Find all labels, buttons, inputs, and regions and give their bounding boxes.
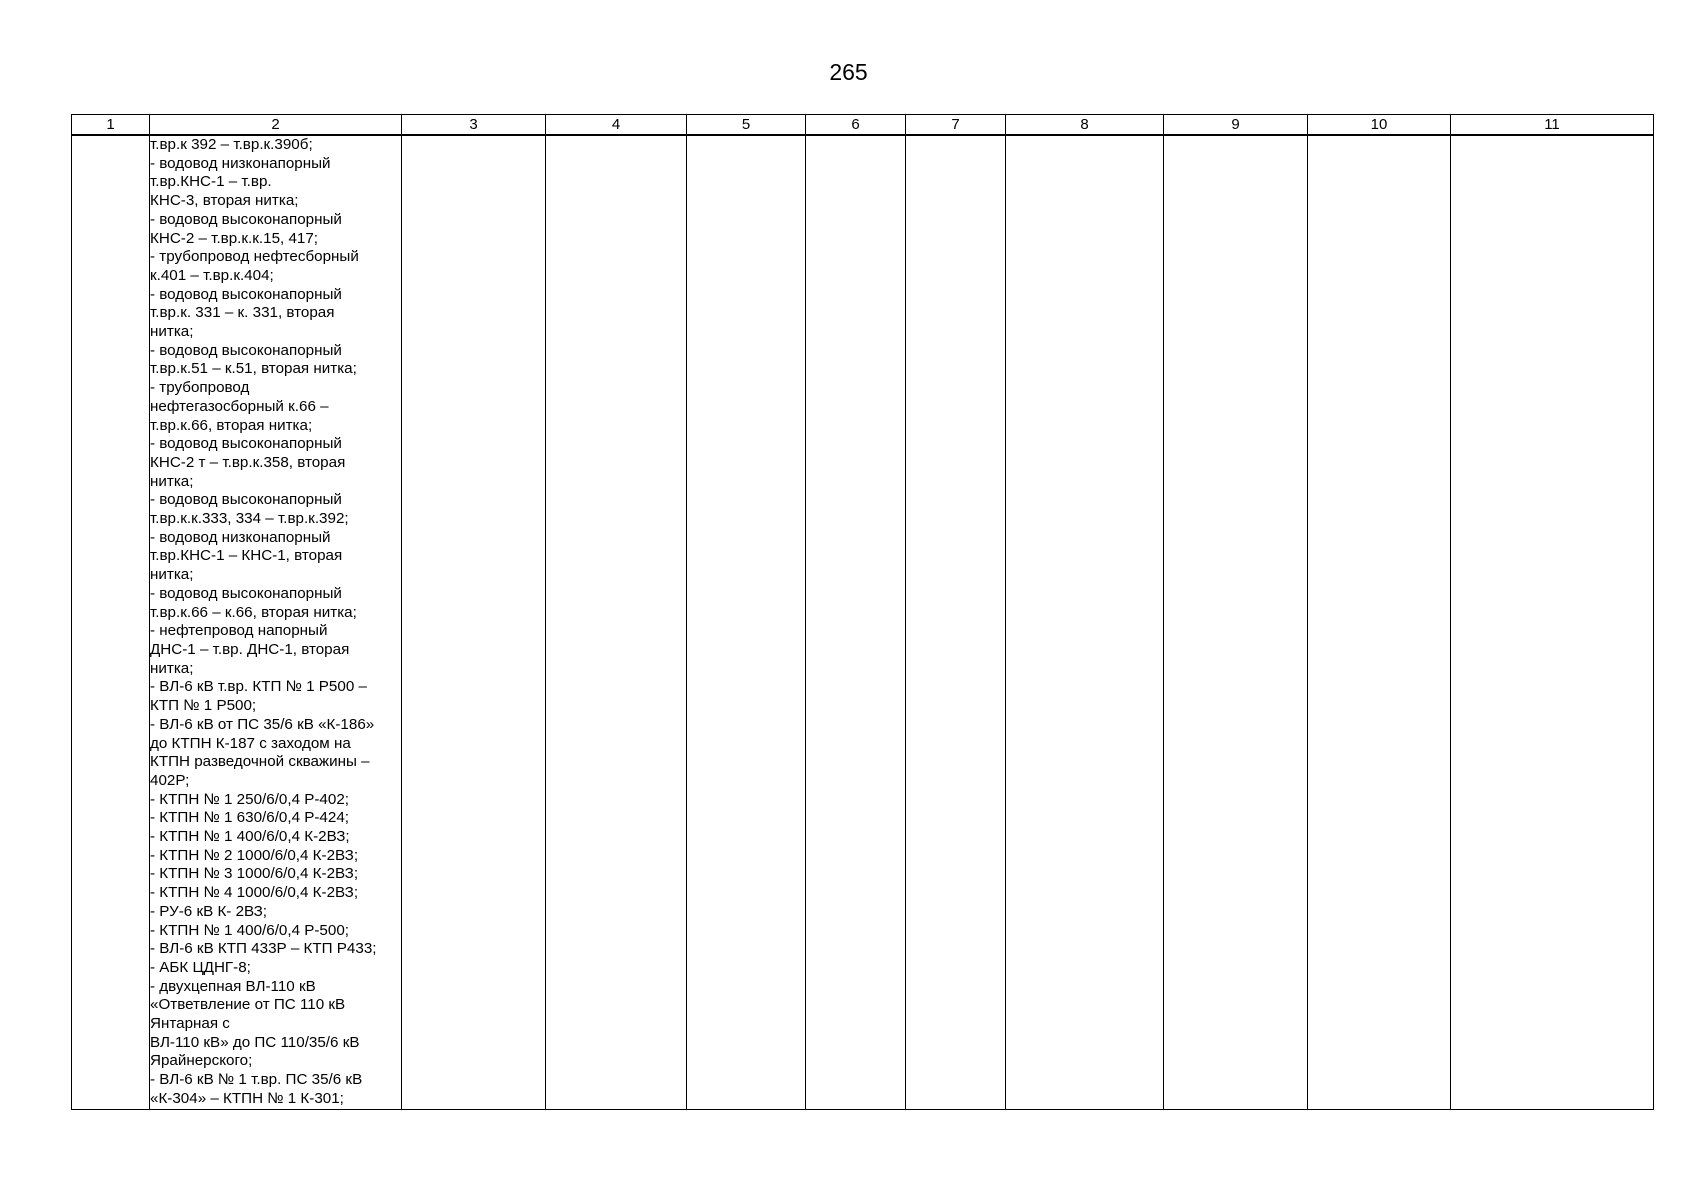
description-line: - двухцепная ВЛ-110 кВ — [150, 977, 316, 995]
description-line: - ВЛ-6 кВ КТП 433Р – КТП Р433; — [150, 940, 377, 958]
description-line: КНС-2 т – т.вр.к.358, вторая — [150, 453, 346, 471]
description-line: т.вр.к.к.333, 334 – т.вр.к.392; — [150, 510, 349, 528]
description-line: - водовод высоконапорный — [150, 435, 342, 453]
description-line: - водовод высоконапорный — [150, 210, 342, 228]
description-line: т.вр.к 392 – т.вр.к.390б; — [150, 136, 313, 153]
description-line: т.вр.КНС-1 – КНС-1, вторая — [150, 547, 343, 565]
description-line: ДНС-1 – т.вр. ДНС-1, вторая — [150, 640, 350, 658]
description-line: - водовод низконапорный — [150, 154, 331, 172]
description-line: т.вр.к.51 – к.51, вторая нитка; — [150, 360, 357, 378]
description-line: «К-304» – КТПН № 1 К-301; — [150, 1089, 344, 1107]
description-line: - трубопровод нефтесборный — [150, 248, 359, 266]
description-line: - нефтепровод напорный — [150, 622, 328, 640]
description-line: до КТПН К-187 с заходом на — [150, 734, 351, 752]
column-header-2: 2 — [150, 115, 402, 136]
description-line: - водовод высоконапорный — [150, 285, 342, 303]
description-line: - КТПН № 1 400/6/0,4 Р-500; — [150, 921, 349, 939]
cell-description — [150, 135, 402, 1109]
description-line: - ВЛ-6 кВ № 1 т.вр. ПС 35/6 кВ — [150, 1071, 363, 1089]
description-line: нитка; — [150, 323, 194, 341]
description-line: 402Р; — [150, 771, 190, 789]
description-line: Янтарная с — [150, 1015, 230, 1033]
cell-col1 — [72, 135, 150, 1109]
column-header-10: 10 — [1308, 115, 1451, 136]
description-line: - КТПН № 1 630/6/0,4 Р-424; — [150, 809, 349, 827]
cell-col11 — [1451, 135, 1654, 1109]
description-line: т.вр.к. 331 – к. 331, вторая — [150, 304, 335, 322]
description-line: нитка; — [150, 472, 194, 490]
page-number: 265 — [829, 59, 868, 85]
description-line: - водовод высоконапорный — [150, 584, 342, 602]
table-row — [72, 135, 1654, 1109]
description-line: - РУ-6 кВ К- 2ВЗ; — [150, 902, 268, 920]
description-line: КНС-3, вторая нитка; — [150, 192, 299, 210]
description-line: нефтегазосборный к.66 – — [150, 397, 329, 415]
cell-col6 — [806, 135, 906, 1109]
column-header-5: 5 — [687, 115, 806, 136]
header-row — [72, 115, 1654, 136]
column-header-11: 11 — [1451, 115, 1654, 136]
description-line: - ВЛ-6 кВ от ПС 35/6 кВ «К-186» — [150, 715, 375, 733]
cell-col4 — [546, 135, 687, 1109]
column-header-9: 9 — [1164, 115, 1308, 136]
column-header-7: 7 — [906, 115, 1006, 136]
cell-col7 — [906, 135, 1006, 1109]
description-line: - КТПН № 4 1000/6/0,4 К-2ВЗ; — [150, 884, 359, 902]
description-line: - водовод высоконапорный — [150, 341, 342, 359]
column-header-1: 1 — [72, 115, 150, 136]
description-line: т.вр.к.66, вторая нитка; — [150, 416, 313, 434]
description-line: нитка; — [150, 566, 194, 584]
column-header-4: 4 — [546, 115, 687, 136]
cell-col5 — [687, 135, 806, 1109]
description-line: КНС-2 – т.вр.к.к.15, 417; — [150, 229, 319, 247]
description-line: т.вр.к.66 – к.66, вторая нитка; — [150, 603, 357, 621]
description-line: т.вр.КНС-1 – т.вр. — [150, 173, 272, 191]
cell-col8 — [1006, 135, 1164, 1109]
description-line: к.401 – т.вр.к.404; — [150, 266, 274, 284]
column-header-8: 8 — [1006, 115, 1164, 136]
description-line: - КТПН № 1 400/6/0,4 К-2ВЗ; — [150, 828, 350, 846]
cell-col9 — [1164, 135, 1308, 1109]
description-line: «Ответвление от ПС 110 кВ — [150, 996, 346, 1014]
column-header-3: 3 — [402, 115, 546, 136]
description-line: - АБК ЦДНГ-8; — [150, 958, 251, 976]
description-line: - водовод высоконапорный — [150, 491, 342, 509]
description-line: КТП № 1 Р500; — [150, 697, 257, 715]
description-line: - КТПН № 2 1000/6/0,4 К-2ВЗ; — [150, 846, 359, 864]
description-line: нитка; — [150, 659, 194, 677]
description-line: - КТПН № 1 250/6/0,4 Р-402; — [150, 790, 349, 808]
column-header-6: 6 — [806, 115, 906, 136]
description-line: - водовод низконапорный — [150, 528, 331, 546]
description-line: Ярайнерского; — [150, 1052, 253, 1070]
cell-col10 — [1308, 135, 1451, 1109]
description-line: - КТПН № 3 1000/6/0,4 К-2ВЗ; — [150, 865, 359, 883]
data-table — [71, 114, 1654, 1110]
description-line: - ВЛ-6 кВ т.вр. КТП № 1 Р500 – — [150, 678, 367, 696]
description-line: ВЛ-110 кВ» до ПС 110/35/6 кВ — [150, 1033, 360, 1051]
description-line: - трубопровод — [150, 379, 250, 397]
cell-col3 — [402, 135, 546, 1109]
description-line: КТПН разведочной скважины – — [150, 753, 370, 771]
